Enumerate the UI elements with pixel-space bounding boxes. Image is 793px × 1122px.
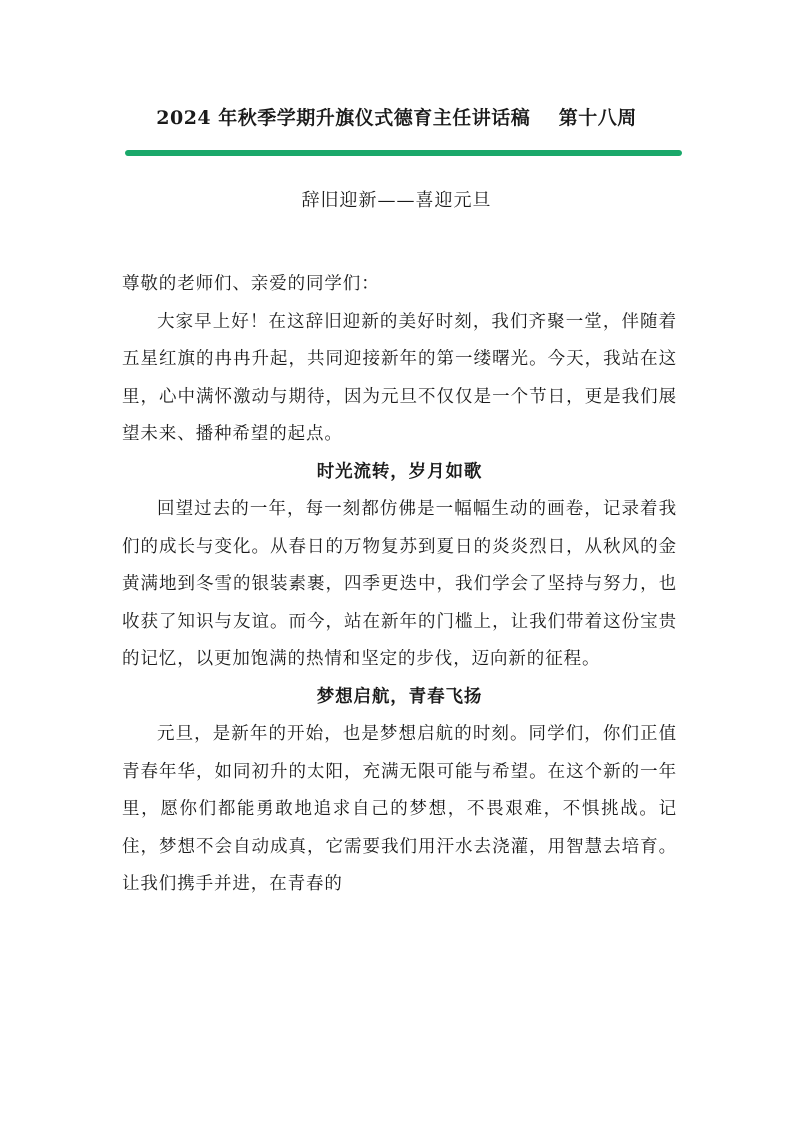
speech-body [122,266,677,904]
document-title: 2024 年秋季学期升旗仪式德育主任讲话稿 第十八周 [156,107,637,129]
paragraph-dream: 元旦，是新年的开始，也是梦想启航的时刻。同学们，你们正值青春年华，如同初升的太阳，充满无限可能与希望。在这个新的一年里，愿你们都能勇敢地追求自己的梦想，不畏艰难，不惧挑战。记住，梦想不会自动成真，它需要我们用汗水去浇灌，用智慧去培育。让我们携手并进，在青春的 [122,724,677,894]
section-heading-dream: 梦想启航，青春飞扬 [316,686,483,707]
document-subtitle: 辞旧迎新——喜迎元旦 [301,190,492,211]
salutation: 尊敬的老师们、亲爱的同学们： [122,274,380,294]
title-underline-rule [125,150,682,156]
paragraph-greeting: 大家早上好！在这辞旧迎新的美好时刻，我们齐聚一堂，伴随着五星红旗的冉冉升起，共同迎接新年的第一缕曙光。今天，我站在这里，心中满怀激动与期待，因为元旦不仅仅是一个节日，更是我们展望未来、播种希望的起点。 [122,311,677,444]
paragraph-retrospect: 回望过去的一年，每一刻都仿佛是一幅幅生动的画卷，记录着我们的成长与变化。从春日的万物复苏到夏日的炎炎烈日，从秋风的金黄满地到冬雪的银装素裹，四季更迭中，我们学会了坚持与努力，也收获了知识与友谊。而今，站在新年的门槛上，让我们带着这份宝贵的记忆，以更加饱满的热情和坚定的步伐，迈向新的征程。 [122,499,677,669]
section-heading-time: 时光流转，岁月如歌 [316,461,483,482]
